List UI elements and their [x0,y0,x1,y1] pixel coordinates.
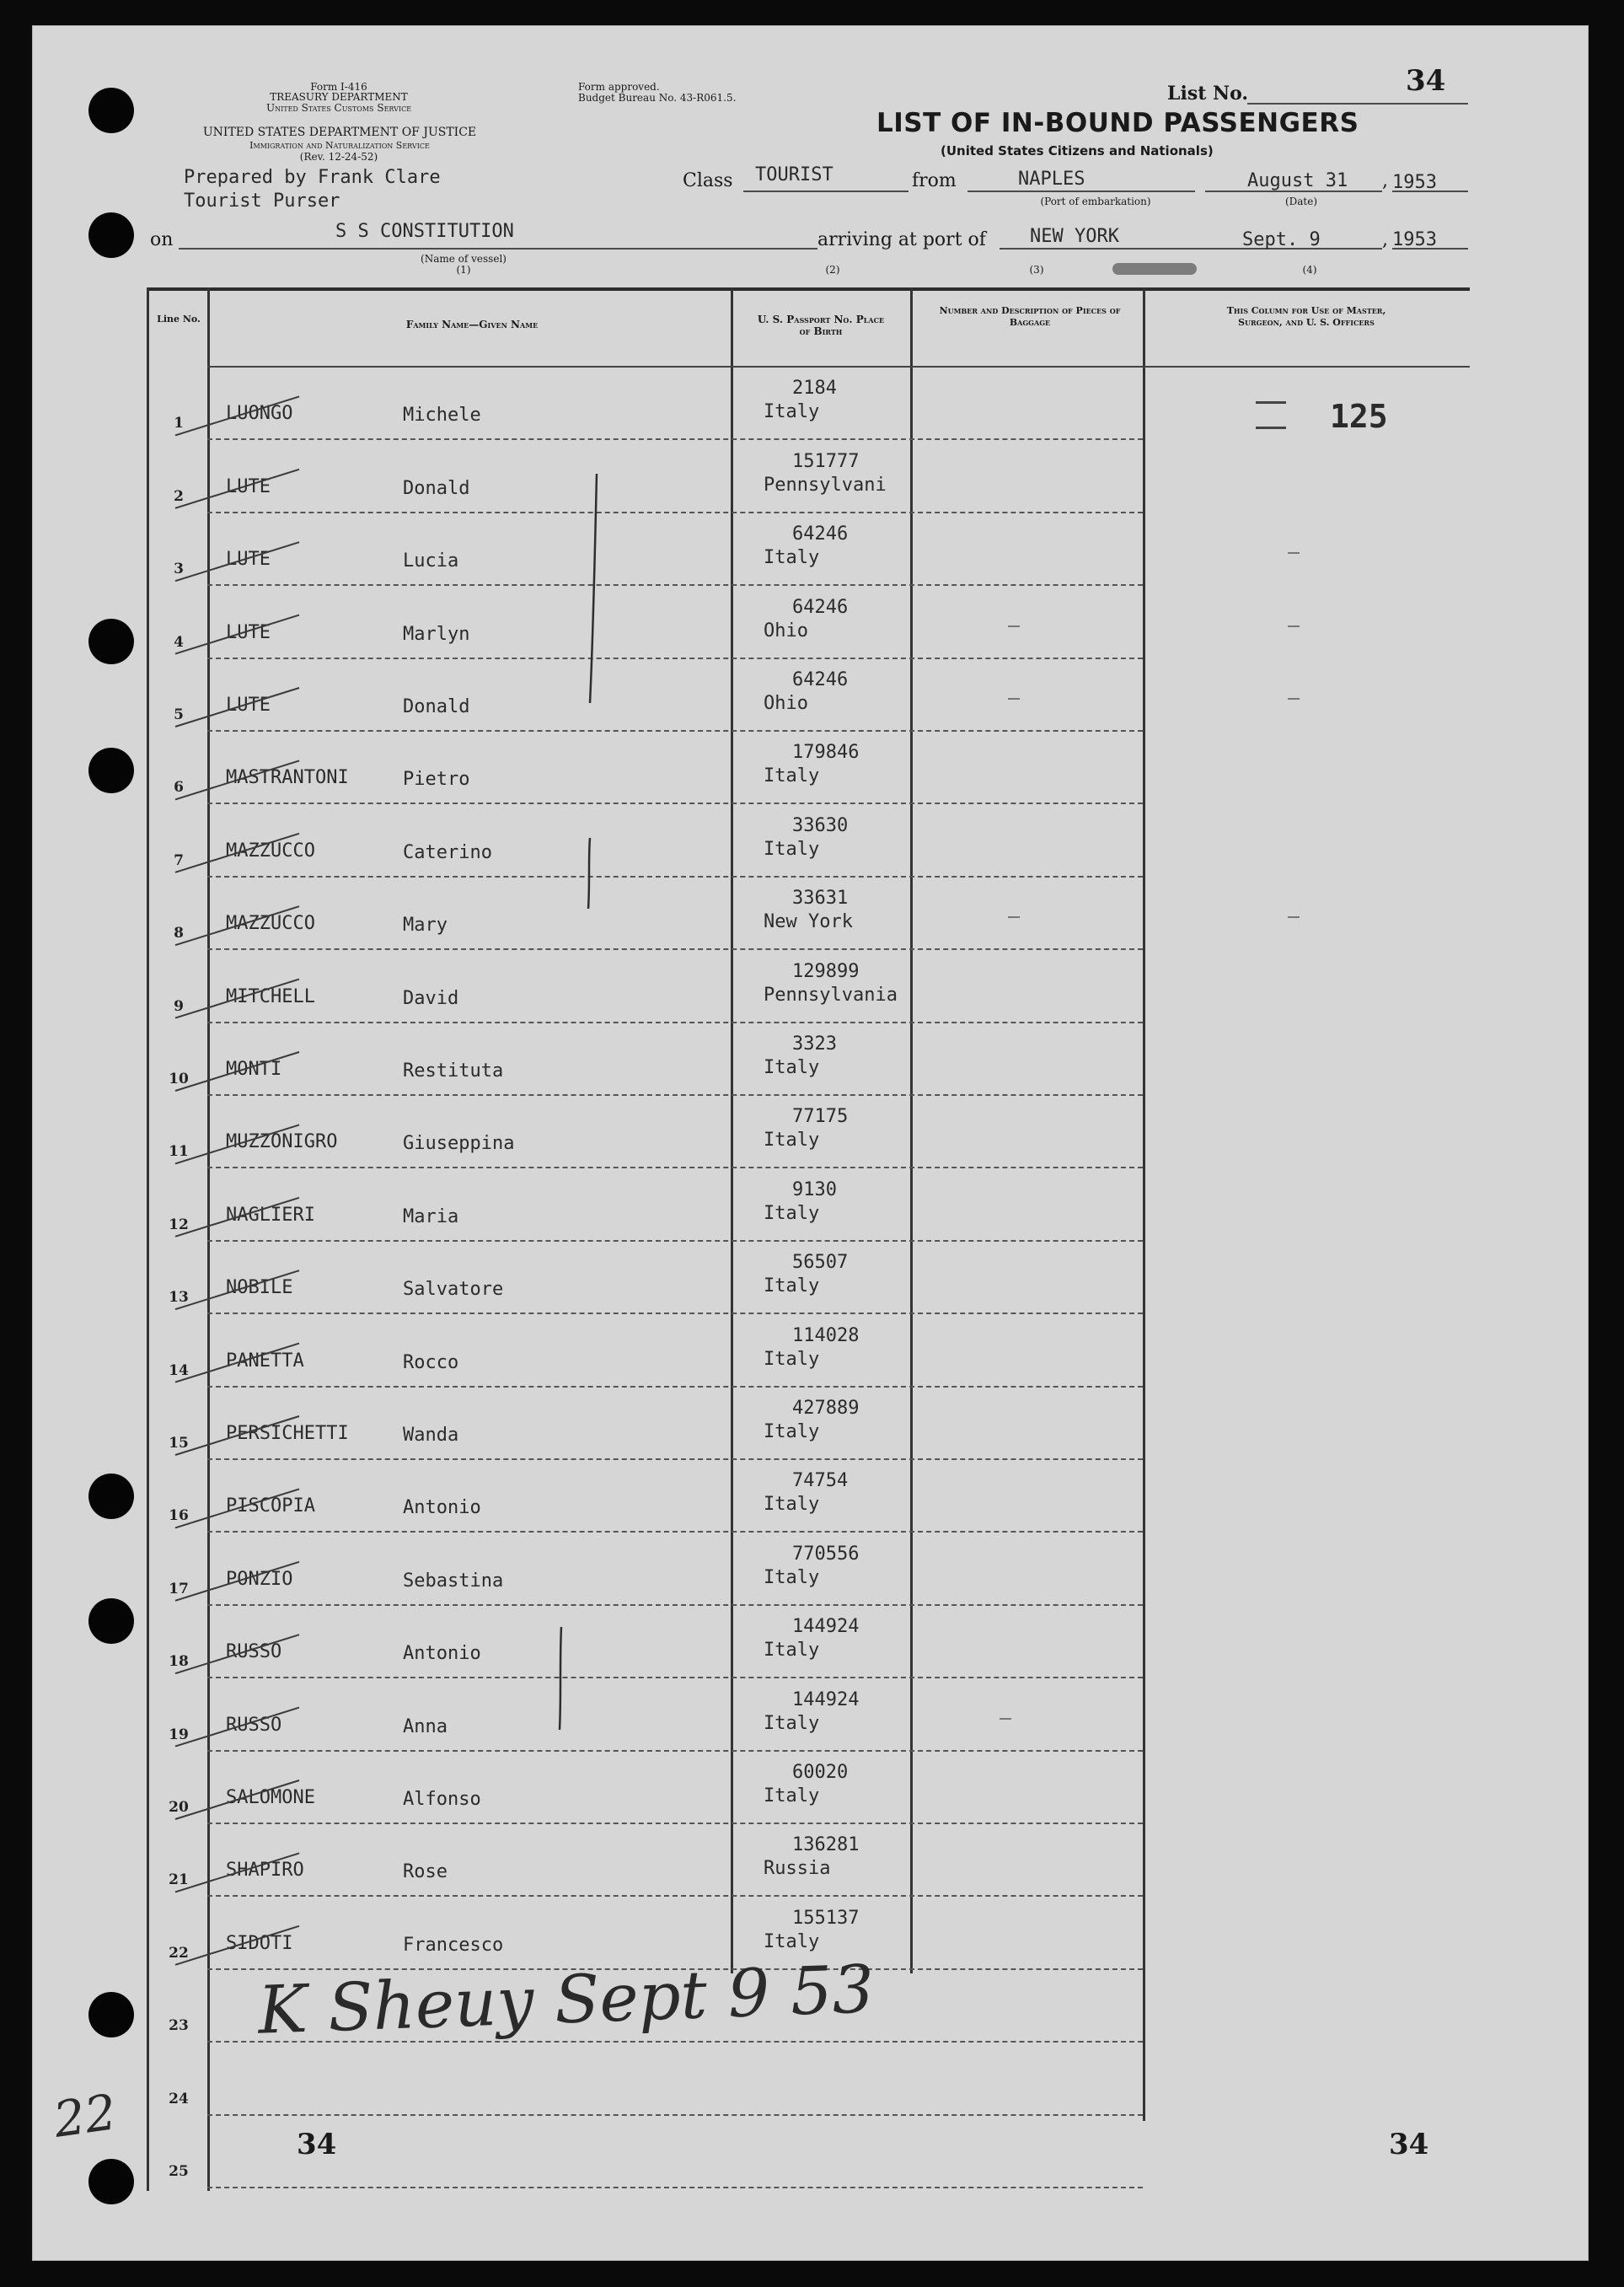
row-rule [207,1167,1143,1168]
family-name: PERSICHETTI [226,1423,349,1444]
line-number: 4 [174,633,184,651]
line-number: 12 [169,1216,189,1233]
family-name: MITCHELL [226,985,315,1007]
passport-number: 56507 [792,1252,849,1274]
given-name: David [403,987,459,1009]
given-name: Giuseppina [403,1133,515,1155]
ditto-dash [1008,698,1020,700]
given-name: Sebastina [403,1570,504,1592]
passport-number: 77175 [792,1106,849,1128]
row-rule [207,1677,1143,1678]
birthplace: Italy [764,1712,820,1734]
family-name: SIDOTI [226,1932,293,1954]
prepared-role: Tourist Purser [184,191,340,212]
ditto-dash [1288,552,1300,554]
birthplace: Italy [764,1494,820,1516]
punch-hole [88,1474,134,1519]
line-number: 17 [169,1580,189,1597]
ditto-dash [1000,1718,1011,1720]
embark-date: August 31 [1247,170,1348,191]
date-caption: (Date) [1284,196,1318,207]
table-left-border [147,287,149,2191]
passport-number: 129899 [792,960,860,982]
given-name: Donald [403,696,470,717]
birthplace: Pennsylvania [764,984,898,1006]
col-divider-name [731,287,733,1973]
given-name: Michele [403,405,481,427]
form-revision: (Rev. 12-24-52) [299,151,378,163]
page-subtitle: (United States Citizens and Nationals) [941,143,1214,158]
passport-number: 64246 [792,596,849,618]
arrival-port: NEW YORK [1030,226,1119,247]
line-number: 5 [174,706,184,723]
passport-number: 64246 [792,669,849,690]
row-rule [207,512,1143,513]
row-rule [207,1313,1143,1314]
birthplace: Italy [764,1421,820,1442]
form-id: Form I-416 [310,81,367,93]
list-no-value: 34 [1406,64,1446,98]
line-number: 23 [169,2017,189,2035]
ditto-dash [1288,698,1300,700]
line-number: 14 [169,1361,189,1379]
given-name: Maria [403,1205,459,1227]
birthplace: Italy [764,1130,820,1152]
passport-number: 64246 [792,523,849,545]
class-value: TOURIST [755,164,833,185]
embark-port-caption: (Port of embarkation) [1040,196,1151,207]
given-name: Rose [403,1861,448,1883]
col-divider-passport [910,287,913,1973]
birthplace: Italy [764,1202,820,1224]
line-number: 22 [169,1944,189,1962]
given-name: Anna [403,1715,448,1737]
birthplace: Ohio [764,620,808,642]
birthplace: Italy [764,1057,820,1078]
header-rule [207,366,1470,368]
punch-hole [88,748,134,793]
birthplace: New York [764,911,853,933]
row-rule [207,1094,1143,1096]
row-rule [207,1386,1143,1388]
family-name: LUTE [226,475,271,497]
passport-number: 33631 [792,888,849,910]
on-label: on [150,229,174,250]
row-rule [207,2114,1143,2116]
birthplace: Italy [764,1566,820,1588]
row-rule [207,1240,1143,1242]
line-number: 15 [169,1435,189,1452]
given-name: Alfonso [403,1789,481,1810]
line-number: 16 [169,1507,189,1525]
row-rule [207,1022,1143,1023]
line-number: 10 [169,1071,189,1087]
punch-hole [88,88,134,133]
table-top-border [147,287,1470,291]
page-title: LIST OF IN-BOUND PASSENGERS [876,108,1359,138]
family-name: SHAPIRO [226,1860,304,1882]
budget-bureau-no: Budget Bureau No. 43-R061.5. [578,92,737,104]
col-header-name: Family Name—Given Name [405,319,539,330]
ditto-dash [1288,625,1300,627]
row-rule [207,1895,1143,1897]
passport-number: 33630 [792,814,849,836]
passport-number: 2184 [792,378,837,400]
col-header-line-no: Line No. [157,314,201,325]
justice-dept: UNITED STATES DEPARTMENT OF JUSTICE [202,126,477,139]
line-number: 9 [174,997,184,1015]
ditto-dash [1008,916,1020,918]
given-name: Antonio [403,1643,481,1665]
class-label: Class [683,170,733,191]
col-header-passport: U. S. Passport No. Place of Birth [757,314,885,337]
birthplace: Italy [764,1640,820,1662]
given-name: Caterino [403,841,492,863]
list-no-label: List No. [1167,83,1249,105]
row-rule [207,2187,1143,2188]
family-name: PONZIO [226,1568,293,1590]
birthplace: Italy [764,838,820,860]
passport-number: 9130 [792,1178,837,1200]
birthplace: Italy [764,1930,820,1952]
family-name: LUTE [226,621,271,643]
row-rule [207,1750,1143,1752]
col-number-3: (3) [1029,264,1044,276]
treasury-dept: TREASURY DEPARTMENT [270,91,408,103]
embark-port: NAPLES [1018,169,1085,190]
birthplace: Italy [764,765,820,787]
family-name: LUONGO [226,403,293,425]
col-number-1: (1) [456,264,471,276]
row-rule [207,803,1143,804]
family-name: RUSSO [226,1714,282,1736]
line-number: 6 [174,779,184,797]
family-name: MONTI [226,1059,282,1080]
given-name: Rocco [403,1351,459,1373]
vessel-caption: (Name of vessel) [421,253,506,265]
given-name: Mary [403,915,448,937]
birthplace: Russia [764,1858,831,1880]
officer-count: 125 [1330,398,1388,435]
given-name: Restituta [403,1060,504,1082]
row-rule [207,584,1143,586]
given-name: Salvatore [403,1279,504,1301]
col-divider-baggage [1143,287,1145,2121]
punch-hole [88,212,134,258]
line-number: 18 [169,1653,189,1671]
given-name: Francesco [403,1934,504,1956]
line-number: 25 [169,2163,189,2180]
customs-service: United States Customs Service [265,102,412,114]
family-name: MUZZONIGRO [226,1131,338,1153]
line-number: 7 [174,851,184,869]
passport-number: 155137 [792,1907,860,1929]
row-rule [207,438,1143,440]
line-number: 3 [174,561,184,578]
passport-number: 427889 [792,1398,860,1419]
family-name: NAGLIERI [226,1204,315,1226]
family-name: LUTE [226,695,271,716]
passport-number: 74754 [792,1470,849,1492]
line-number: 13 [169,1289,189,1307]
passport-number: 144924 [792,1688,860,1710]
given-name: Antonio [403,1497,481,1519]
line-number: 11 [169,1143,189,1161]
row-rule [207,948,1143,950]
col-number-4: (4) [1302,264,1317,276]
family-name: SALOMONE [226,1787,315,1808]
birthplace: Ohio [764,693,808,714]
punch-hole [88,2159,134,2204]
family-name: LUTE [226,549,271,571]
birthplace: Italy [764,1275,820,1297]
ditto-dash [1288,916,1300,918]
line-number: 24 [169,2090,189,2107]
given-name: Donald [403,477,470,499]
passport-number: 3323 [792,1033,837,1055]
ditto-dash [1008,625,1020,627]
family-name: MASTRANTONI [226,767,349,789]
birthplace: Italy [764,401,820,423]
col-header-baggage: Number and Description of Pieces of Baggage [939,305,1121,328]
passport-number: 770556 [792,1543,860,1565]
arrival-date: Sept. 9 [1242,229,1321,250]
line-number: 2 [174,487,184,505]
prepared-by: Prepared by Frank Clare [184,167,441,188]
birthplace: Italy [764,1785,820,1807]
line-number: 20 [169,1799,189,1816]
punch-hole [88,1992,134,2037]
family-name: PANETTA [226,1350,304,1372]
line-number: 19 [169,1726,189,1743]
line-number: 1 [174,415,184,432]
col-number-2: (2) [825,264,840,276]
family-name: NOBILE [226,1277,293,1299]
col-header-officers: This Column for Use of Master, Surgeon, and U. S. Officers [1226,305,1386,328]
line-number: 21 [169,1871,189,1889]
footer-list-no-left: 34 [297,2128,337,2161]
ins-service: Immigration and Naturalization Service [249,140,430,151]
row-rule [207,1604,1143,1606]
given-name: Marlyn [403,623,470,645]
passport-number: 60020 [792,1762,849,1783]
passport-number: 151777 [792,450,860,472]
birthplace: Pennsylvani [764,474,887,496]
row-rule [207,1458,1143,1460]
family-name: MAZZUCCO [226,840,315,862]
vessel-name: S S CONSTITUTION [335,221,514,242]
given-name: Lucia [403,550,459,572]
passport-number: 144924 [792,1616,860,1638]
family-name: PISCOPIA [226,1495,315,1517]
from-label: from [912,170,957,191]
punch-hole [88,619,134,664]
approval-note: Form approved. [578,81,660,93]
family-name: RUSSO [226,1641,282,1663]
row-rule [207,730,1143,732]
passport-number: 114028 [792,1324,860,1346]
row-rule [207,658,1143,659]
footer-list-no-right: 34 [1389,2128,1429,2161]
margin-note: 22 [50,2083,121,2149]
birthplace: Italy [764,547,820,569]
given-name: Pietro [403,769,470,791]
punch-hole [88,1598,134,1644]
given-name: Wanda [403,1425,459,1446]
row-rule [207,876,1143,878]
family-name: MAZZUCCO [226,913,315,935]
line-number: 8 [174,925,184,942]
embark-year: 1953 [1392,172,1437,193]
arrival-year: 1953 [1392,229,1437,250]
handwritten-signature: K Sheuy Sept 9 53 [256,1951,876,2049]
passport-number: 136281 [792,1834,860,1856]
row-rule [207,1531,1143,1533]
passport-number: 179846 [792,742,860,764]
arriving-label: arriving at port of [817,229,986,250]
birthplace: Italy [764,1348,820,1370]
row-rule [207,1823,1143,1824]
